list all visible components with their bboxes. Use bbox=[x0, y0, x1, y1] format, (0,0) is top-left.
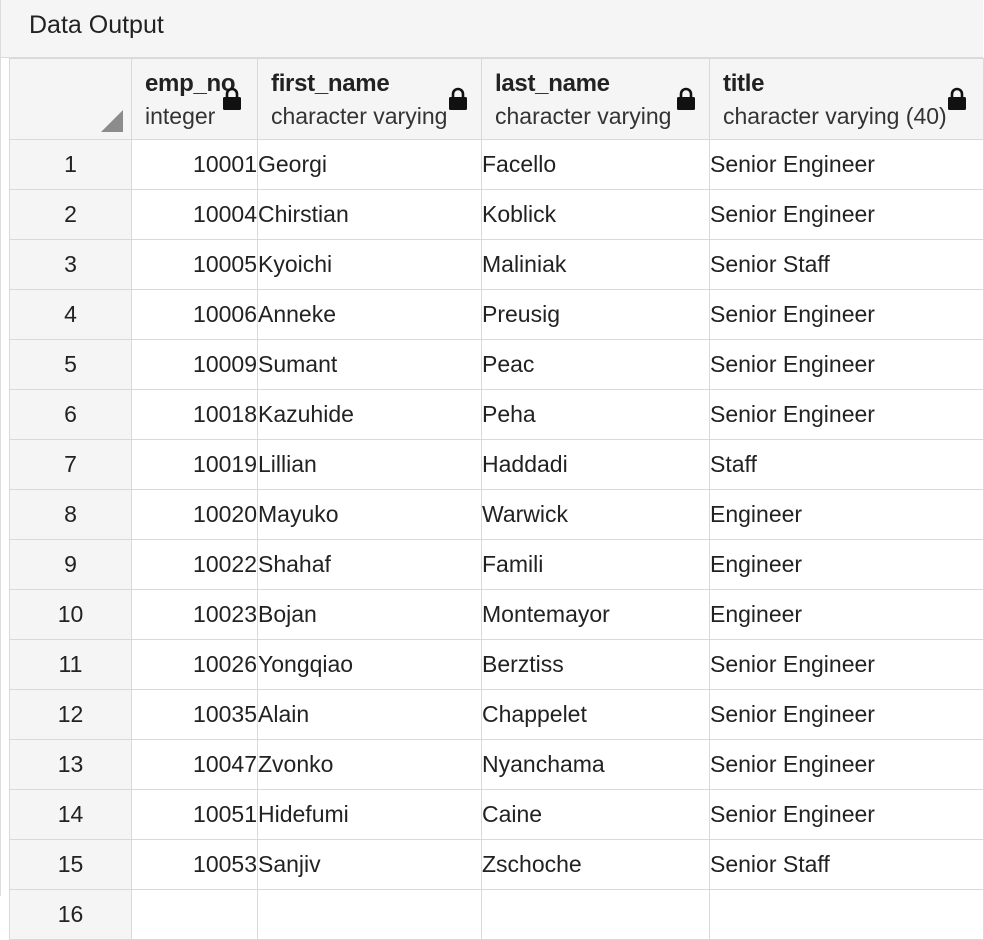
cell-emp-no[interactable]: 10019 bbox=[132, 440, 258, 490]
column-header-emp-no[interactable] bbox=[132, 59, 258, 140]
cell-first-name[interactable]: Kazuhide bbox=[258, 390, 482, 440]
row-number[interactable]: 8 bbox=[10, 490, 132, 540]
table-row[interactable] bbox=[10, 590, 984, 640]
table-row[interactable] bbox=[10, 490, 984, 540]
cell-emp-no[interactable]: 10006 bbox=[132, 290, 258, 340]
cell-last-name[interactable] bbox=[482, 890, 710, 940]
table-row[interactable] bbox=[10, 340, 984, 390]
row-number[interactable]: 3 bbox=[10, 240, 132, 290]
cell-emp-no[interactable]: 10053 bbox=[132, 840, 258, 890]
cell-last-name[interactable]: Nyanchama bbox=[482, 740, 710, 790]
row-number[interactable]: 15 bbox=[10, 840, 132, 890]
column-name: emp_no bbox=[145, 70, 236, 97]
column-header-last-name[interactable] bbox=[482, 59, 710, 140]
table-row[interactable] bbox=[10, 290, 984, 340]
cell-first-name[interactable]: Sanjiv bbox=[258, 840, 482, 890]
cell-last-name[interactable]: Maliniak bbox=[482, 240, 710, 290]
table-row[interactable] bbox=[10, 740, 984, 790]
table-row[interactable] bbox=[10, 140, 984, 190]
table-row[interactable] bbox=[10, 690, 984, 740]
results-table bbox=[9, 58, 984, 940]
cell-first-name[interactable]: Kyoichi bbox=[258, 240, 482, 290]
table-row[interactable] bbox=[10, 540, 984, 590]
table-row[interactable] bbox=[10, 440, 984, 490]
row-number[interactable]: 16 bbox=[10, 890, 132, 940]
cell-title[interactable]: Engineer bbox=[710, 540, 984, 590]
row-number[interactable]: 9 bbox=[10, 540, 132, 590]
cell-last-name[interactable]: Caine bbox=[482, 790, 710, 840]
cell-last-name[interactable]: Zschoche bbox=[482, 840, 710, 890]
table-row[interactable] bbox=[10, 890, 984, 940]
row-number[interactable]: 5 bbox=[10, 340, 132, 390]
cell-last-name[interactable]: Montemayor bbox=[482, 590, 710, 640]
cell-title[interactable]: Senior Engineer bbox=[710, 190, 984, 240]
row-number[interactable]: 2 bbox=[10, 190, 132, 240]
cell-title[interactable]: Senior Engineer bbox=[710, 390, 984, 440]
column-header-first-name[interactable] bbox=[258, 59, 482, 140]
select-all-corner[interactable] bbox=[10, 59, 132, 140]
cell-first-name[interactable]: Alain bbox=[258, 690, 482, 740]
row-number[interactable]: 10 bbox=[10, 590, 132, 640]
cell-emp-no[interactable]: 10018 bbox=[132, 390, 258, 440]
cell-title[interactable]: Senior Engineer bbox=[710, 340, 984, 390]
cell-title[interactable] bbox=[710, 890, 984, 940]
select-all-triangle-icon bbox=[101, 110, 123, 132]
cell-last-name[interactable]: Koblick bbox=[482, 190, 710, 240]
cell-title[interactable]: Senior Engineer bbox=[710, 690, 984, 740]
cell-title[interactable]: Engineer bbox=[710, 590, 984, 640]
cell-first-name[interactable]: Georgi bbox=[258, 140, 482, 190]
cell-emp-no[interactable] bbox=[132, 890, 258, 940]
cell-last-name[interactable]: Berztiss bbox=[482, 640, 710, 690]
lock-icon bbox=[448, 87, 468, 111]
lock-icon bbox=[947, 87, 967, 111]
column-type: character varying bbox=[495, 103, 672, 129]
table-row[interactable] bbox=[10, 640, 984, 690]
cell-last-name[interactable]: Famili bbox=[482, 540, 710, 590]
cell-emp-no[interactable]: 10026 bbox=[132, 640, 258, 690]
row-number[interactable]: 6 bbox=[10, 390, 132, 440]
cell-title[interactable]: Senior Staff bbox=[710, 240, 984, 290]
cell-emp-no[interactable]: 10023 bbox=[132, 590, 258, 640]
row-number[interactable]: 7 bbox=[10, 440, 132, 490]
lock-icon bbox=[676, 87, 696, 111]
cell-title[interactable]: Senior Engineer bbox=[710, 290, 984, 340]
row-number[interactable]: 4 bbox=[10, 290, 132, 340]
table-row[interactable] bbox=[10, 390, 984, 440]
cell-emp-no[interactable]: 10005 bbox=[132, 240, 258, 290]
column-type: character varying (40) bbox=[723, 103, 947, 129]
cell-last-name[interactable]: Facello bbox=[482, 140, 710, 190]
cell-last-name[interactable]: Haddadi bbox=[482, 440, 710, 490]
cell-title[interactable]: Senior Engineer bbox=[710, 790, 984, 840]
cell-first-name[interactable]: Anneke bbox=[258, 290, 482, 340]
cell-first-name[interactable]: Yongqiao bbox=[258, 640, 482, 690]
lock-icon bbox=[222, 87, 242, 111]
cell-first-name[interactable]: Mayuko bbox=[258, 490, 482, 540]
cell-first-name[interactable]: Bojan bbox=[258, 590, 482, 640]
cell-first-name[interactable]: Lillian bbox=[258, 440, 482, 490]
panel-title: Data Output bbox=[29, 11, 164, 39]
cell-first-name[interactable] bbox=[258, 890, 482, 940]
column-name: last_name bbox=[495, 70, 610, 97]
cell-emp-no[interactable]: 10004 bbox=[132, 190, 258, 240]
cell-emp-no[interactable]: 10001 bbox=[132, 140, 258, 190]
grid-body bbox=[10, 140, 984, 940]
table-row[interactable] bbox=[10, 190, 984, 240]
cell-last-name[interactable]: Preusig bbox=[482, 290, 710, 340]
column-type: character varying bbox=[271, 103, 448, 129]
cell-last-name[interactable]: Warwick bbox=[482, 490, 710, 540]
cell-title[interactable]: Engineer bbox=[710, 490, 984, 540]
cell-title[interactable]: Senior Engineer bbox=[710, 740, 984, 790]
cell-title[interactable]: Senior Staff bbox=[710, 840, 984, 890]
cell-first-name[interactable]: Shahaf bbox=[258, 540, 482, 590]
table-row[interactable] bbox=[10, 790, 984, 840]
row-number[interactable]: 13 bbox=[10, 740, 132, 790]
cell-emp-no[interactable]: 10009 bbox=[132, 340, 258, 390]
cell-first-name[interactable]: Sumant bbox=[258, 340, 482, 390]
row-number[interactable]: 14 bbox=[10, 790, 132, 840]
row-number[interactable]: 12 bbox=[10, 690, 132, 740]
header-row bbox=[10, 59, 984, 140]
table-row[interactable] bbox=[10, 240, 984, 290]
cell-last-name[interactable]: Chappelet bbox=[482, 690, 710, 740]
cell-last-name[interactable]: Peha bbox=[482, 390, 710, 440]
cell-emp-no[interactable]: 10035 bbox=[132, 690, 258, 740]
column-header-title[interactable] bbox=[710, 59, 984, 140]
cell-emp-no[interactable]: 10022 bbox=[132, 540, 258, 590]
table-row[interactable] bbox=[10, 840, 984, 890]
cell-emp-no[interactable]: 10051 bbox=[132, 790, 258, 840]
row-number[interactable]: 1 bbox=[10, 140, 132, 190]
cell-title[interactable]: Senior Engineer bbox=[710, 640, 984, 690]
cell-title[interactable]: Senior Engineer bbox=[710, 140, 984, 190]
column-type: integer bbox=[145, 103, 216, 129]
results-grid bbox=[9, 58, 983, 927]
cell-emp-no[interactable]: 10047 bbox=[132, 740, 258, 790]
cell-first-name[interactable]: Zvonko bbox=[258, 740, 482, 790]
cell-emp-no[interactable]: 10020 bbox=[132, 490, 258, 540]
column-name: first_name bbox=[271, 70, 390, 97]
cell-last-name[interactable]: Peac bbox=[482, 340, 710, 390]
cell-title[interactable]: Staff bbox=[710, 440, 984, 490]
cell-first-name[interactable]: Chirstian bbox=[258, 190, 482, 240]
panel-header bbox=[1, 0, 983, 58]
cell-first-name[interactable]: Hidefumi bbox=[258, 790, 482, 840]
column-name: title bbox=[723, 70, 765, 97]
row-number[interactable]: 11 bbox=[10, 640, 132, 690]
